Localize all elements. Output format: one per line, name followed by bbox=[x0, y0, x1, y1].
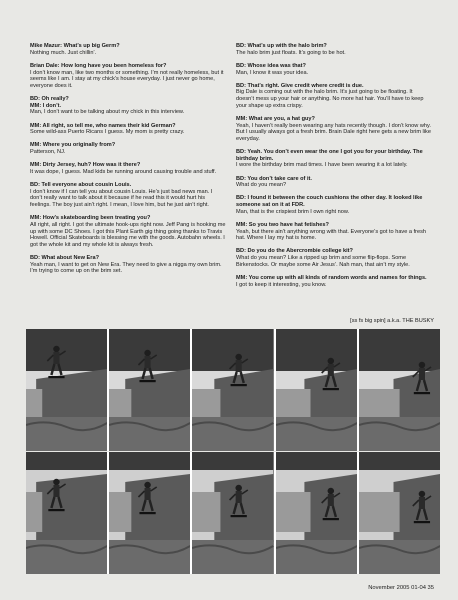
skate-photo-frame bbox=[276, 329, 357, 451]
qa-block bbox=[30, 96, 226, 116]
skate-photo-frame bbox=[359, 452, 440, 574]
qa-block bbox=[30, 162, 226, 175]
question: MM: Where you originally from? bbox=[30, 142, 116, 149]
answer: What do you mean? Like a ripped up brim and some flip-flops. Some Birkenstocks. Or maybe some Air Jesus’. Nah man, that ain’t my style. bbox=[236, 255, 410, 268]
answer: Man, I know it was your idea. bbox=[236, 69, 309, 76]
answer: I don’t know if I can tell you about cousin Louis. He’s just bad news man. I don’t really want to talk about it because if he read this it would hurt his feelings. The boy just ain’t right. I mean, I love him, but he just ain’t right. bbox=[30, 188, 213, 208]
answer: Man, I don’t want to be talking about my chick in this interview. bbox=[30, 109, 185, 116]
qa-block bbox=[236, 176, 432, 189]
answer: Yeah, I haven’t really been wearing any hats recently though. I don’t know why. But I usually always got a fresh brim. Brain Dale right here gets a new brim like everyday. bbox=[236, 122, 431, 142]
question: BD: I found it between the couch cushions the other day. It looked like someone sat on it at FDR. bbox=[236, 195, 423, 208]
answer: The halo brim just floats. It’s going to be hot. bbox=[236, 49, 346, 56]
qa-block bbox=[236, 149, 432, 169]
qa-block bbox=[236, 195, 432, 215]
question: MM: All right, so tell me, who names their kid German? bbox=[30, 122, 176, 129]
qa-block bbox=[30, 142, 226, 155]
skate-photo-frame bbox=[192, 329, 273, 451]
question: MM: Dirty Jersey, huh? How was it there? bbox=[30, 162, 141, 169]
qa-block bbox=[30, 255, 226, 275]
answer: I don’t know man, like two months or something. I’m not really homeless, but it seems like I am. I stay at my chick’s house everyday. I just never go home, everyone does it. bbox=[30, 69, 224, 89]
qa-block bbox=[30, 215, 226, 249]
skate-photo-frame bbox=[276, 452, 357, 574]
question: MM: So you two have hat fetishes? bbox=[236, 221, 329, 228]
qa-block bbox=[236, 43, 432, 56]
question: MM: I don’t. bbox=[30, 102, 62, 109]
qa-block bbox=[30, 43, 226, 56]
question: BD: Yeah. You don’t even wear the one I got you for your birthday. The birthday brim. bbox=[236, 149, 423, 162]
answer: Yeah man, I want to get on New Era. They need to give a nigga my own brim. I’m trying to come up on the brim set. bbox=[30, 261, 222, 275]
question: MM: What are you, a hat guy? bbox=[236, 115, 315, 122]
answer: Man, that is the crispiest brim I own right now. bbox=[236, 208, 350, 215]
answer: What do you mean? bbox=[236, 182, 287, 189]
question: BD: Do you do the Abercrombie college kit? bbox=[236, 248, 353, 255]
skate-photo-frame bbox=[359, 329, 440, 451]
question: BD: You don’t take care of it. bbox=[236, 175, 312, 182]
qa-block bbox=[30, 182, 226, 209]
qa-block bbox=[30, 63, 226, 90]
qa-block bbox=[236, 83, 432, 110]
qa-block bbox=[236, 275, 432, 288]
interview-right-column bbox=[236, 43, 432, 295]
photo-sequence-top bbox=[26, 329, 440, 451]
question: BD: Oh really? bbox=[30, 96, 69, 102]
answer: It was dope, I guess. Mad kids be running around causing trouble and stuff. bbox=[30, 168, 217, 175]
answer: Some wild-ass Puerto Ricans I guess. My mom is pretty crazy. bbox=[30, 129, 185, 136]
answer: I wore the birthday brim mad times. I have been wearing it a lot lately. bbox=[236, 162, 408, 169]
photo-byline: [ss fs big spin] a.k.a. THE BUSKY bbox=[350, 318, 434, 324]
qa-block bbox=[236, 222, 432, 242]
answer: Big Dale is coming out with the halo brim. It’s just going to be floating. It doesn’t mess up your hair or anything. No more hat hair. You’ll have to keep your shape up extra crispy. bbox=[236, 89, 424, 109]
answer: Yeah, but there ain’t anything wrong with that. Everyone’s got to have a fresh hat. Where I lay my hat is home. bbox=[236, 228, 426, 242]
interview-left-column bbox=[30, 43, 226, 282]
question: Brian Dale: How long have you been homeless for? bbox=[30, 62, 167, 69]
page-footer: November 2005 01-04 35 bbox=[368, 585, 434, 591]
question: Mike Mazur: What’s up big Germ? bbox=[30, 43, 120, 49]
skate-photo-frame bbox=[26, 452, 107, 574]
answer: Nothing much. Just chillin’. bbox=[30, 49, 97, 56]
qa-block bbox=[30, 123, 226, 136]
question: MM: How’s skateboarding been treating you? bbox=[30, 215, 151, 222]
qa-block bbox=[236, 248, 432, 268]
photo-sequence-bottom bbox=[26, 452, 440, 574]
question: BD: What’s up with the halo brim? bbox=[236, 43, 327, 49]
skate-photo-frame bbox=[192, 452, 273, 574]
qa-block bbox=[236, 116, 432, 143]
answer: Patterson, NJ. bbox=[30, 149, 66, 155]
question: BD: Tell everyone about cousin Louis. bbox=[30, 181, 132, 188]
skate-photo-frame bbox=[109, 452, 190, 574]
skate-photo-frame bbox=[109, 329, 190, 451]
question: BD: What about New Era? bbox=[30, 255, 99, 261]
question: MM: You come up with all kinds of random words and names for things. bbox=[236, 274, 427, 281]
qa-block bbox=[236, 63, 432, 76]
question: BD: Whose idea was that? bbox=[236, 62, 306, 69]
skate-photo-frame bbox=[26, 329, 107, 451]
question: BD: That’s right. Give credit where credit is due. bbox=[236, 82, 364, 89]
answer: I got to keep it interesting, you know. bbox=[236, 281, 327, 288]
answer: All right, all right. I got the ultimate hook-ups right now. Jeff Pang is hooking me up with some DC Shoes. I got this Plant Earth gig thing going thanks to Travis Howell. Official Skateboards is blessing me with the goods. Autobahn wheels. I got the whole kit and my whole kit is always fresh. bbox=[30, 221, 226, 248]
